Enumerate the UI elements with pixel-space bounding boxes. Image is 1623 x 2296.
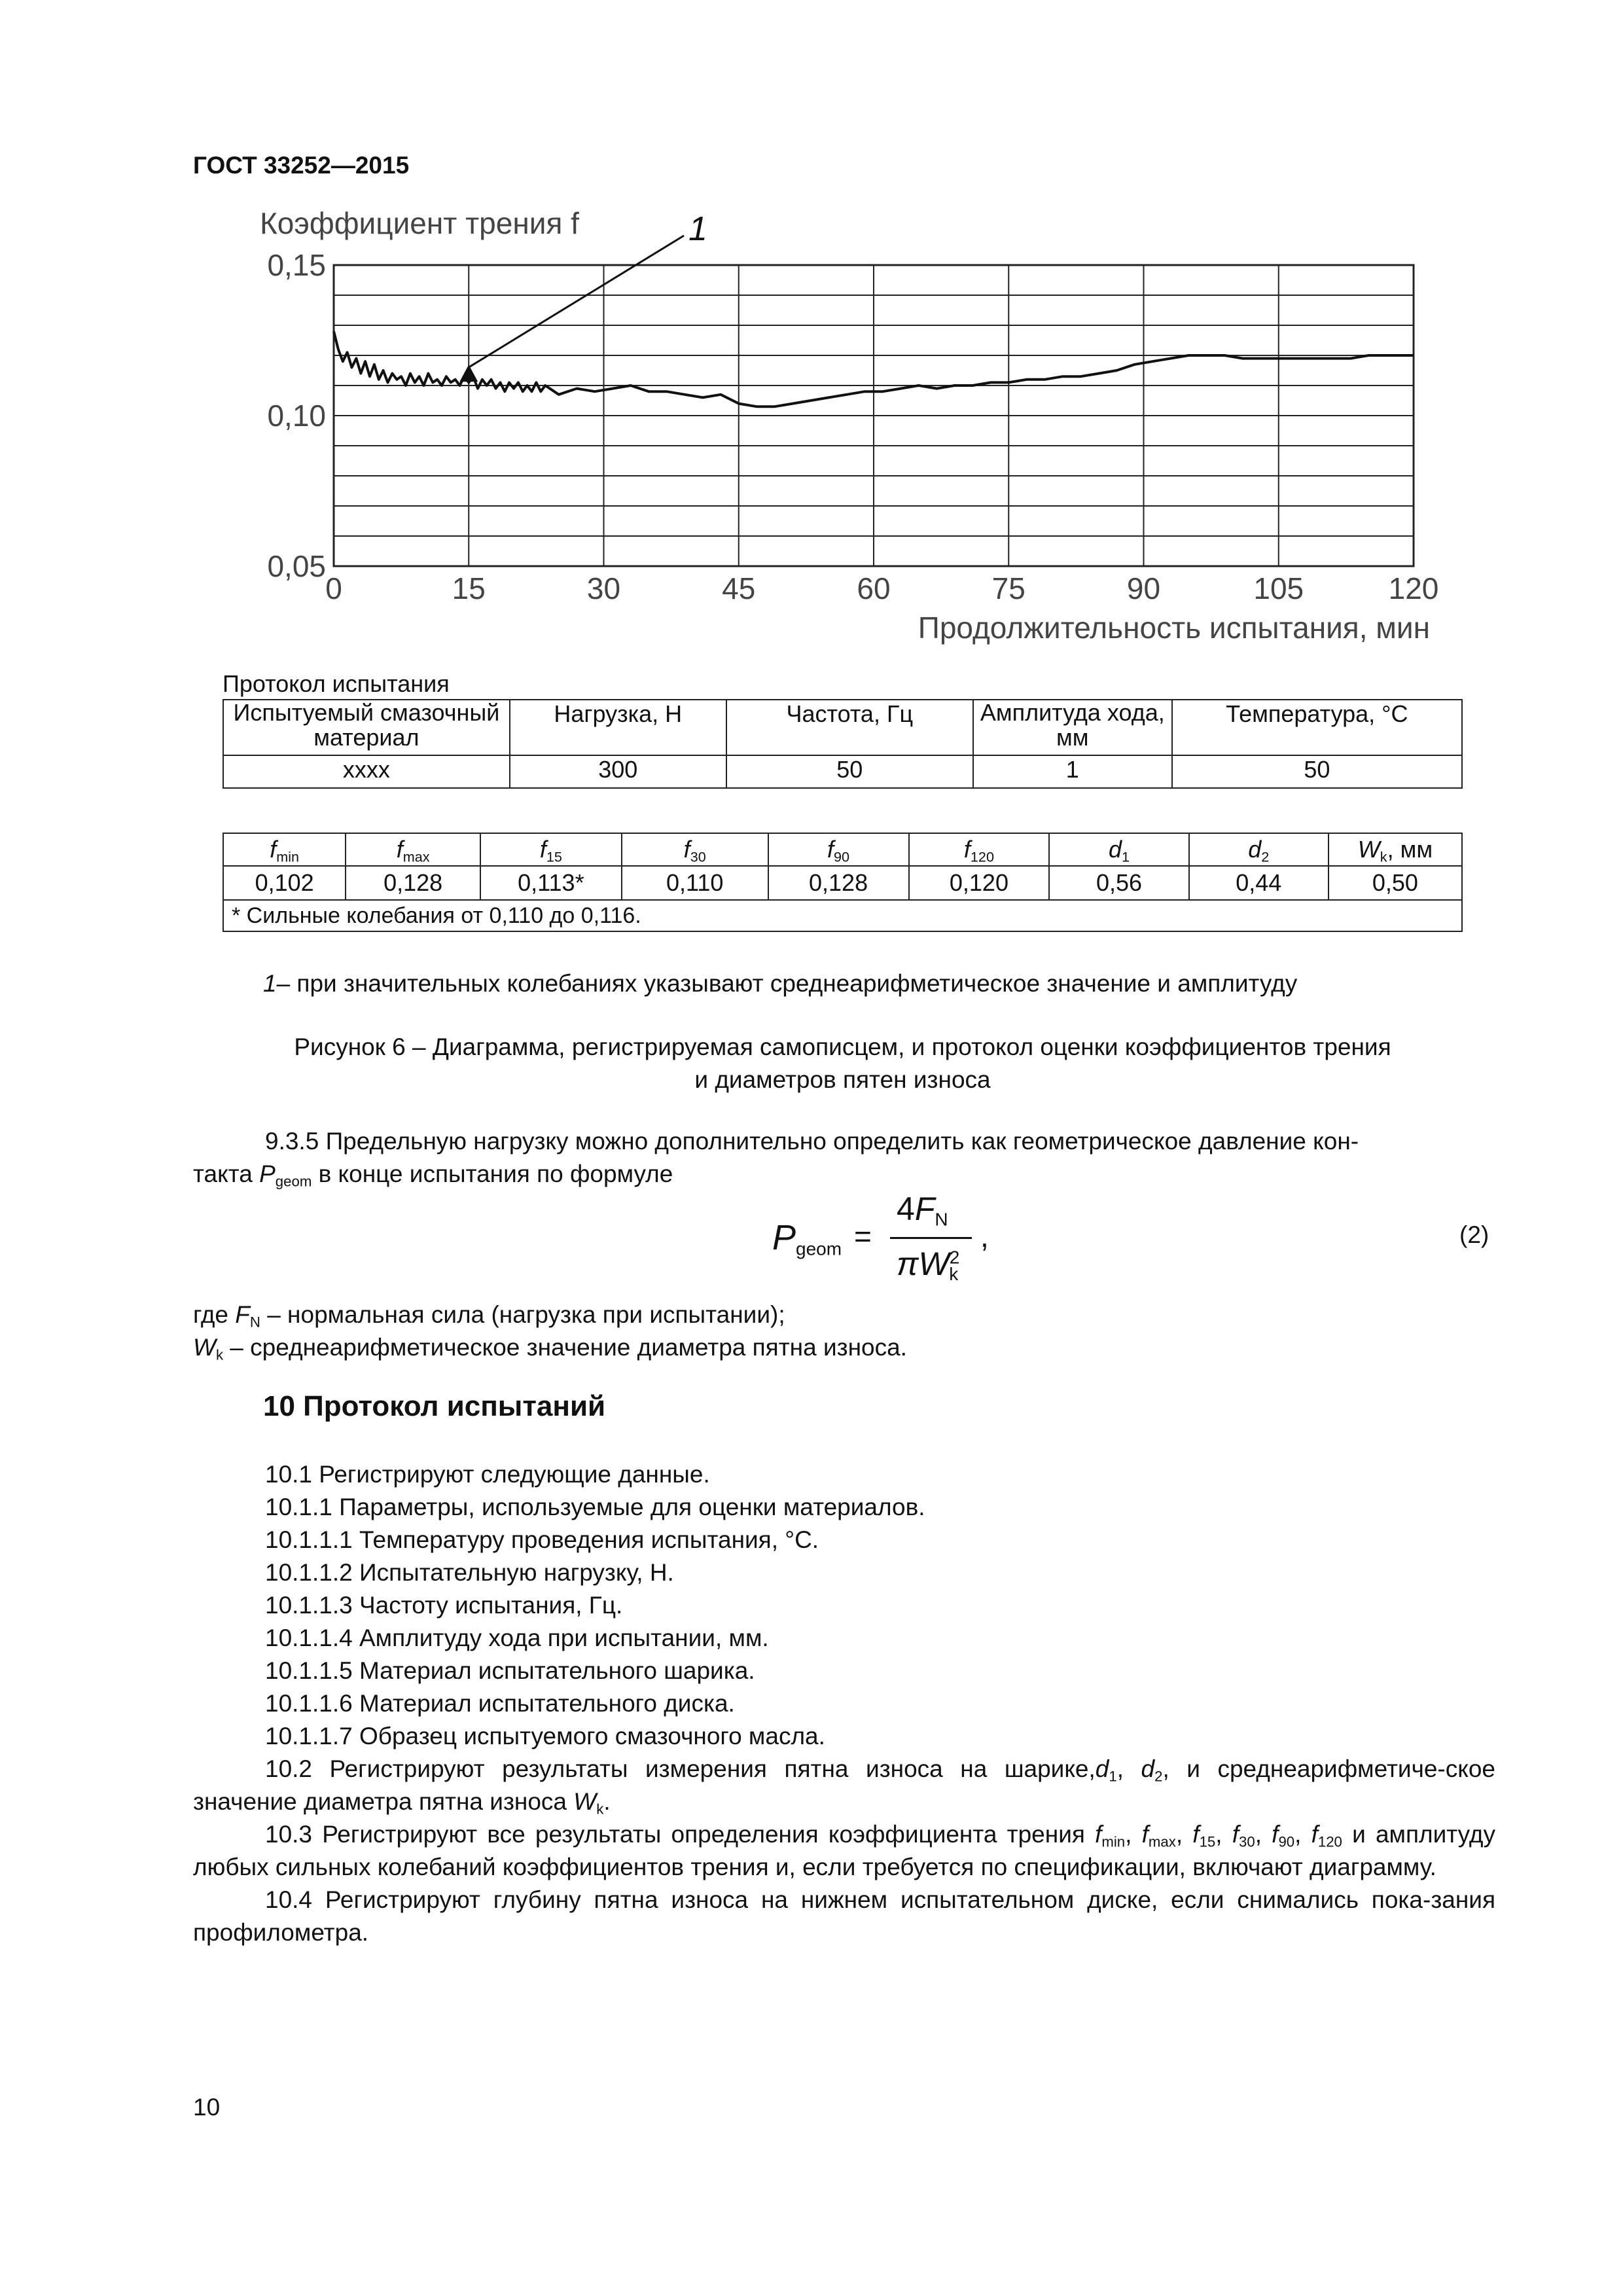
- p102-d2-sub: 2: [1154, 1768, 1163, 1785]
- p103-f-subscript: 90: [1278, 1833, 1295, 1850]
- item-10-1-1: 10.1.1 Параметры, используемые для оценки материалов.: [265, 1494, 925, 1520]
- p102-d1-sym: d: [1095, 1755, 1109, 1782]
- results-value-d2: 0,44: [1189, 866, 1329, 900]
- where-prefix: где: [193, 1301, 236, 1328]
- protocol-header-material: Испытуемый смазочный материал: [223, 700, 510, 755]
- chart-x-label: Продолжительность испытания, мин: [918, 611, 1430, 645]
- figure-caption-line1: Рисунок 6 – Диаграмма, регистрируемая самописцем, и протокол оценки коэффициентов трения: [294, 1033, 1391, 1060]
- friction-chart: [249, 200, 1459, 651]
- x-tick-label: 60: [857, 571, 891, 605]
- p102-sep: ,: [1116, 1755, 1141, 1782]
- results-header-f120: $f_{120}$: [909, 833, 1050, 866]
- p103-f-symbol: f: [1141, 1821, 1149, 1848]
- p102-c: , и среднеарифметиче-ское значение диаметра пятна износа: [193, 1755, 1495, 1815]
- results-header-Wk: $W_k$, мм: [1329, 833, 1462, 866]
- y-tick-label: 0,15: [267, 248, 326, 282]
- fraction-bar: [890, 1237, 972, 1239]
- where-wk-text: – среднеарифметическое значение диаметра пятна износа.: [223, 1334, 907, 1361]
- results-header-f15: $f_{15}$: [480, 833, 622, 866]
- formula-number: (2): [1459, 1221, 1489, 1248]
- annotation-marker-icon: [459, 365, 478, 382]
- formula-denominator-symbol: W: [918, 1246, 950, 1282]
- formula-legend: [193, 1299, 907, 1364]
- results-header-f90: $f_{90}$: [768, 833, 909, 866]
- para-935-text: такта: [193, 1160, 260, 1187]
- formula-numerator-coef: 4: [897, 1191, 915, 1227]
- p103-f-symbol: f: [1311, 1821, 1318, 1848]
- item-10-1-1-3: 10.1.1.3 Частоту испытания, Гц.: [265, 1592, 623, 1619]
- where-fn-subscript: N: [249, 1314, 260, 1331]
- protocol-header-frequency: Частота, Гц: [726, 700, 973, 755]
- item-10-1-1-5: 10.1.1.5 Материал испытательного шарика.: [265, 1657, 755, 1684]
- protocol-value-load: 300: [510, 755, 726, 788]
- results-value-f90: 0,128: [768, 866, 909, 900]
- x-tick-label: 105: [1253, 571, 1304, 605]
- x-tick-label: 120: [1388, 571, 1439, 605]
- item-10-1-1-1: 10.1.1.1 Температуру проведения испытания, °С.: [265, 1526, 819, 1553]
- protocol-value-temperature: 50: [1172, 755, 1462, 788]
- chart-grid: [334, 265, 1414, 566]
- results-value-f120: 0,120: [909, 866, 1050, 900]
- chart-note: [263, 967, 1297, 1000]
- note-number: 1: [263, 970, 277, 997]
- p103-f-symbol: f: [1232, 1821, 1239, 1848]
- p103-f-symbol: f: [1272, 1821, 1279, 1848]
- results-footnote: * Сильные колебания от 0,110 до 0,116.: [223, 900, 1462, 931]
- protocol-value-frequency: 50: [726, 755, 973, 788]
- formula-equals: =: [854, 1219, 872, 1253]
- results-value-fmin: 0,102: [223, 866, 346, 900]
- x-tick-label: 90: [1126, 571, 1161, 605]
- item-10-2: [193, 1753, 1495, 1818]
- y-tick-label: 0,05: [267, 549, 326, 583]
- x-tick-label: 15: [452, 571, 486, 605]
- p103-f-symbol: f: [1192, 1821, 1200, 1848]
- item-10-1-1-4: 10.1.1.4 Амплитуду хода при испытании, мм.: [265, 1624, 769, 1651]
- formula-pi: π: [897, 1246, 919, 1282]
- section-10-title: 10 Протокол испытаний: [263, 1390, 606, 1422]
- item-10-1: 10.1 Регистрируют следующие данные.: [265, 1461, 710, 1488]
- x-tick-label: 75: [991, 571, 1026, 605]
- annotation-label: 1: [688, 210, 707, 248]
- protocol-header-amplitude: Амплитуда хода, мм: [973, 700, 1172, 755]
- figure-caption-line2: и диаметров пятен износа: [694, 1066, 991, 1093]
- protocol-value-amplitude: 1: [973, 755, 1172, 788]
- formula-numerator-subscript: N: [935, 1209, 948, 1230]
- item-10-4: 10.4 Регистрируют глубину пятна износа на нижнем испытательном диске, если снимались пока-зания профилометра.: [193, 1886, 1495, 1946]
- results-value-d1: 0,56: [1049, 866, 1188, 900]
- protocol-value-material: хххх: [223, 755, 510, 788]
- p102-w-sym: W: [573, 1788, 597, 1815]
- p102-d1-sub: 1: [1109, 1768, 1117, 1785]
- para-935-line1: 9.3.5 Предельную нагрузку можно дополнительно определить как геометрическое давление кон-: [265, 1128, 1359, 1155]
- where-wk-subscript: k: [215, 1346, 224, 1363]
- p102-w-sub: k: [596, 1801, 604, 1818]
- p102-e: .: [603, 1788, 611, 1815]
- results-value-f30: 0,110: [622, 866, 768, 900]
- para-935-text-end: в конце испытания по формуле: [312, 1160, 673, 1187]
- item-10-3: 10.3 Регистрируют все результаты определения коэффициента трения $f_{min}$, $f_{max}$, $f_{15}$, $f_{30}$, $f_{90}$, $f_{120}$ и амплитуду любых сильных колебаний коэффициентов трения и, если требуется по спецификации, включают диаграмму.: [193, 1821, 1495, 1880]
- item-10-1-1-6: 10.1.1.6 Материал испытательного диска.: [265, 1690, 735, 1717]
- item-10-1-1-2: 10.1.1.2 Испытательную нагрузку, Н.: [265, 1559, 674, 1586]
- where-fn-text: – нормальная сила (нагрузка при испытании);: [260, 1301, 785, 1328]
- x-tick-label: 0: [325, 571, 342, 605]
- p103-f-subscript: 120: [1317, 1833, 1342, 1850]
- section-10-body: [193, 1458, 1495, 1949]
- document-header: ГОСТ 33252—2015: [193, 152, 410, 179]
- formula-2: [772, 1190, 995, 1288]
- formula-lhs: P: [772, 1218, 796, 1257]
- p103-f-subscript: min: [1101, 1833, 1126, 1850]
- results-header-d2: $d_2$: [1189, 833, 1329, 866]
- chart-ticks: [267, 248, 1438, 605]
- item-10-1-1-7: 10.1.1.7 Образец испытуемого смазочного масла.: [265, 1723, 825, 1749]
- p102-a: 10.2 Регистрируют результаты измерения пятна износа на шарике,: [265, 1755, 1096, 1782]
- results-header-fmax: $f_{max}$: [346, 833, 480, 866]
- p-geom-subscript: geom: [275, 1173, 312, 1190]
- results-value-Wk: 0,50: [1329, 866, 1462, 900]
- where-fn-symbol: F: [235, 1301, 250, 1328]
- figure-caption: [190, 1031, 1495, 1096]
- formula-numerator-symbol: F: [914, 1191, 935, 1227]
- protocol-table: [223, 699, 1463, 789]
- p103-f-symbol: f: [1095, 1821, 1102, 1848]
- protocol-header-load: Нагрузка, Н: [510, 700, 726, 755]
- x-tick-label: 30: [586, 571, 621, 605]
- results-header-d1: $d_1$: [1049, 833, 1188, 866]
- results-table: [223, 833, 1463, 932]
- note-text: – при значительных колебаниях указывают среднеарифметическое значение и амплитуду: [276, 970, 1298, 997]
- page-number: 10: [193, 2094, 221, 2121]
- p102-d2-sym: d: [1141, 1755, 1155, 1782]
- paragraph-9-3-5: [193, 1125, 1495, 1191]
- formula-lhs-subscript: geom: [796, 1238, 842, 1259]
- annotation-leader: [469, 236, 684, 367]
- results-value-fmax: 0,128: [346, 866, 480, 900]
- results-header-fmin: $f_{min}$: [223, 833, 346, 866]
- y-tick-label: 0,10: [267, 399, 326, 433]
- protocol-caption: Протокол испытания: [223, 670, 450, 697]
- results-header-f30: $f_{30}$: [622, 833, 768, 866]
- formula-denominator-superscript: 2: [949, 1247, 960, 1268]
- p103-f-subscript: 15: [1199, 1833, 1216, 1850]
- p103-f-subscript: 30: [1239, 1833, 1255, 1850]
- chart-y-label: Коэффициент трения f: [260, 206, 579, 240]
- formula-denominator-subscript: k: [949, 1264, 959, 1285]
- formula-comma: ,: [980, 1219, 989, 1253]
- where-wk-symbol: W: [193, 1334, 216, 1361]
- protocol-header-temperature: Температура, °С: [1172, 700, 1462, 755]
- results-value-f15: 0,113*: [480, 866, 622, 900]
- p103-f-subscript: max: [1148, 1833, 1176, 1850]
- p-geom-symbol: P: [259, 1160, 276, 1187]
- x-tick-label: 45: [722, 571, 756, 605]
